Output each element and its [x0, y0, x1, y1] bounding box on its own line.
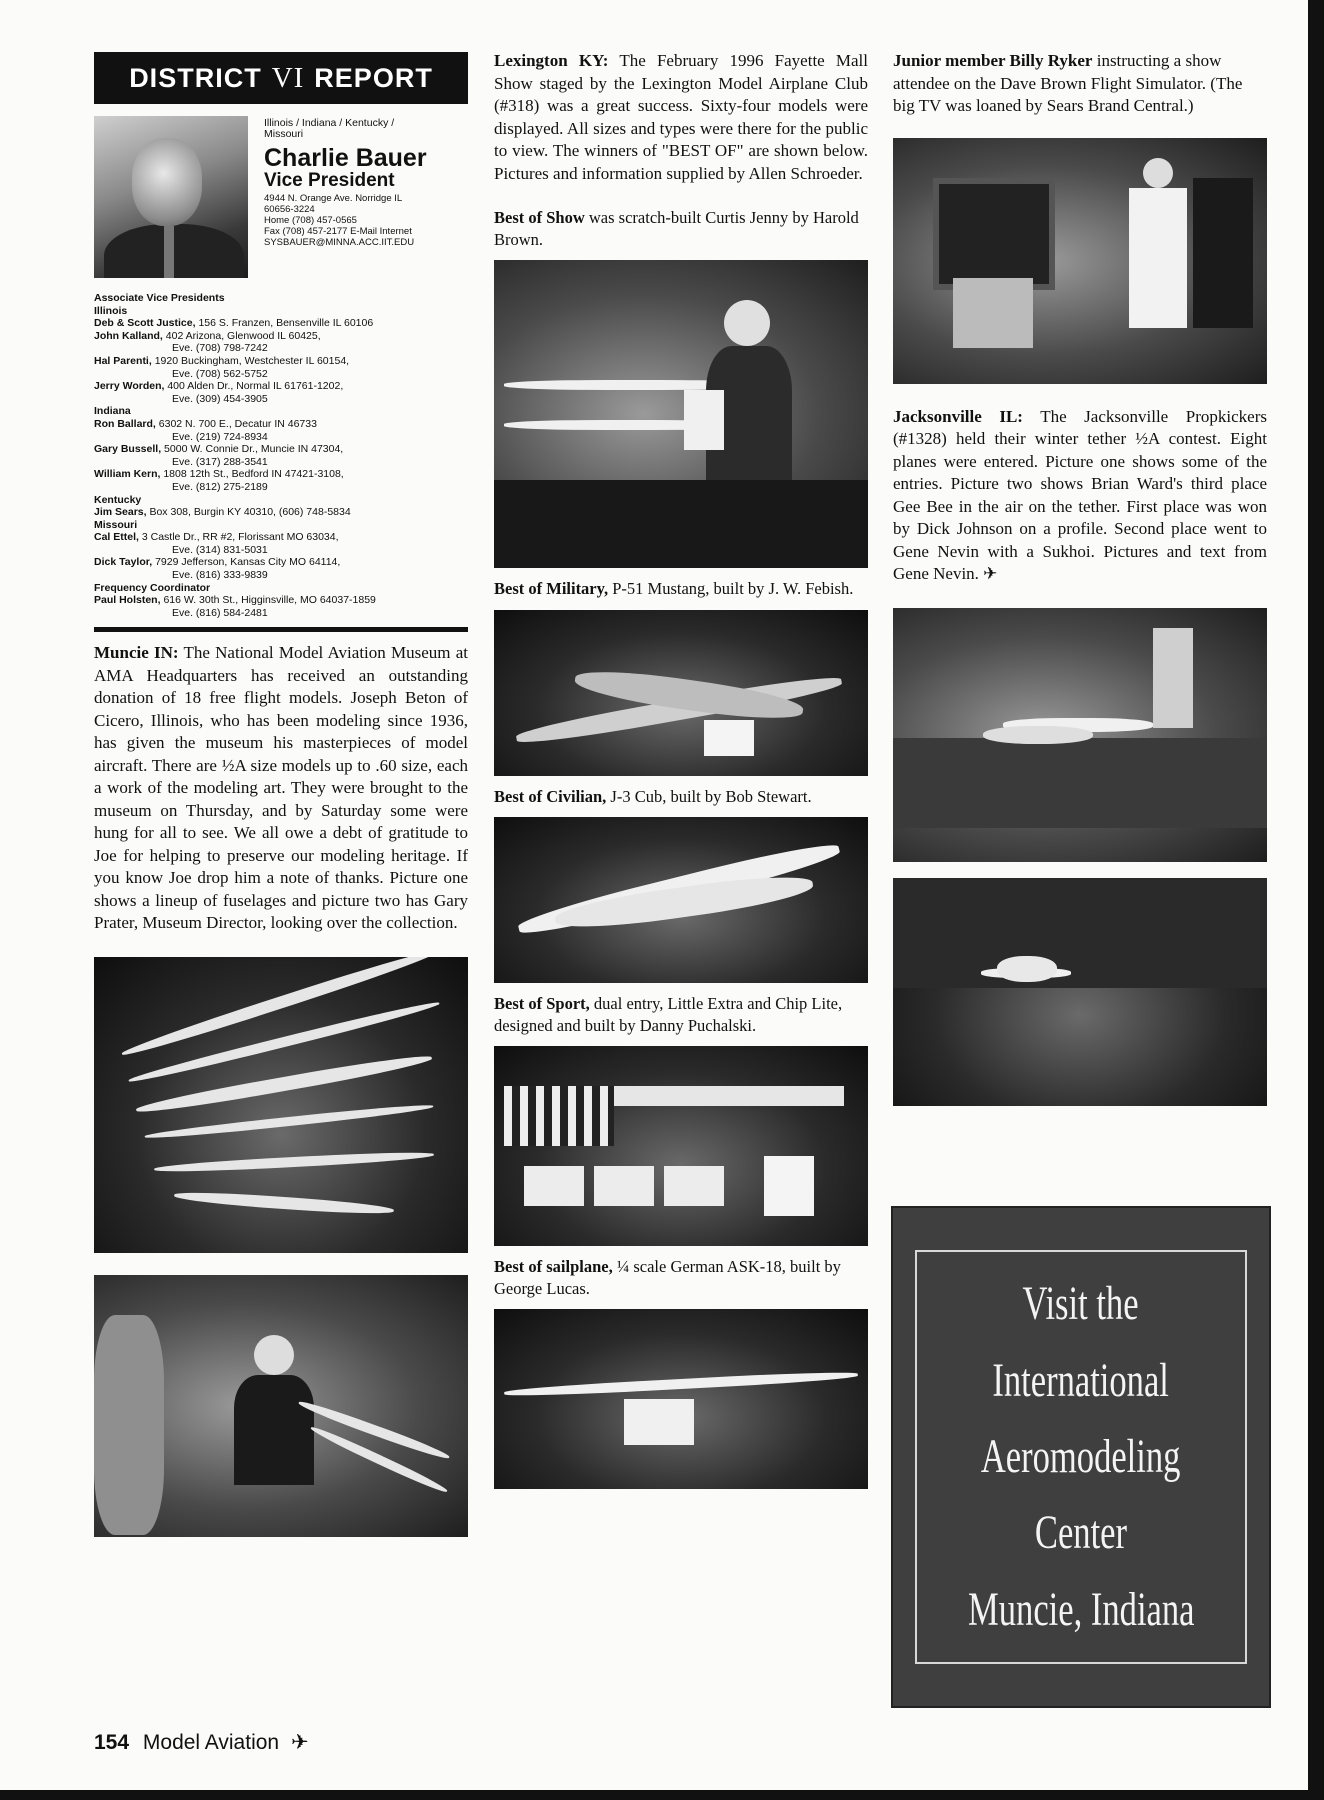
airplane-icon: ✈: [290, 1731, 309, 1754]
vice-president-title: Vice President: [264, 170, 395, 191]
roster-state: Illinois: [94, 304, 128, 317]
column-middle: [494, 50, 868, 1489]
roster-entry: Cal Ettel, 3 Castle Dr., RR #2, Florissant MO 63034,: [94, 531, 339, 544]
photo-tether-entries: [893, 608, 1267, 862]
caption-best-of-civilian: Best of Civilian, J-3 Cub, built by Bob Stewart.: [494, 786, 812, 806]
caption-best-of-show: Best of Show was scratch-built Curtis Jenny by Harold Brown.: [494, 208, 859, 249]
district-banner: [94, 52, 468, 104]
vice-president-name: Charlie Bauer: [264, 144, 427, 172]
caption-junior-member: Junior member Billy Ryker instructing a show attendee on the Dave Brown Flight Simulator. (The big TV was loaned by Sears Brand Central.): [893, 51, 1243, 115]
muncie-text: The National Model Aviation Museum at AMA Headquarters has received an outstanding donation of 18 free flight models. Joseph Beton of Cicero, Illinois, who has been modeling since 1936, has given the museum his masterpieces of model aircraft. There are ½A size models up to .60 size, each a work of the modeling art. They were brought to the museum on Thursday, and by Saturday some were hung for all to see. We all owe a debt of gratitude to Joe for helping to preserve our modeling heritage. If you know Joe drop him a note of thanks. Picture one shows a lineup of fuselages and picture two has Gary Prater, Museum Director, looking over the collection.: [94, 643, 468, 933]
ad-line: International: [992, 1353, 1170, 1407]
caption-best-of-sailplane: Best of sailplane, ¼ scale German ASK-18, built by George Lucas.: [494, 1257, 841, 1298]
roster-entry: Deb & Scott Justice, 156 S. Franzen, Bensenville IL 60106: [94, 317, 374, 330]
ad-line: Aeromodeling: [981, 1429, 1181, 1483]
photo-best-of-show: [494, 260, 868, 568]
vice-president-portrait: [94, 116, 248, 278]
caption-best-of-sport: Best of Sport, dual entry, Little Extra and Chip Lite, designed and built by Danny Puchalski.: [494, 994, 843, 1035]
ad-line: Muncie, Indiana: [967, 1582, 1195, 1636]
roster-entry: John Kalland, 402 Arizona, Glenwood IL 60425,: [94, 329, 321, 342]
roster-entry: Paul Holsten, 616 W. 30th St., Higginsville, MO 64037-1859: [94, 594, 376, 607]
roster-entry: Hal Parenti, 1920 Buckingham, Westchester IL 60154,: [94, 354, 350, 367]
roster-entry: Jim Sears, Box 308, Burgin KY 40310, (606) 748-5834: [94, 506, 351, 519]
photo-best-of-military: [494, 610, 868, 776]
photo-flight-simulator: [893, 138, 1267, 384]
officer-block: [94, 116, 468, 280]
advertisement-aeromodeling-center: [893, 1208, 1269, 1706]
ad-line: Center: [1034, 1506, 1128, 1560]
lexington-text: The February 1996 Fayette Mall Show staged by the Lexington Model Airplane Club (#318) was a great success. Sixty-four models were displayed. All sizes and types were there for the public to view. The winners of "BEST OF" are shown below. Pictures and information supplied by Allen Schroeder.: [494, 51, 868, 183]
roster-state: Indiana: [94, 405, 131, 418]
column-left: [94, 52, 468, 1537]
photo-best-of-sailplane: [494, 1309, 868, 1489]
ad-frame: [915, 1250, 1247, 1664]
photo-best-of-civilian: [494, 817, 868, 983]
roster-state: Kentucky: [94, 493, 142, 506]
jacksonville-article: [893, 406, 1267, 586]
banner-suffix: REPORT: [314, 62, 433, 93]
jacksonville-lead: Jacksonville IL:: [893, 406, 1023, 426]
photo-gee-bee-tether: [893, 878, 1267, 1106]
roster-entry: Ron Ballard, 6302 N. 700 E., Decatur IN 46733: [94, 417, 317, 430]
associate-vp-roster: Associate Vice Presidents Illinois Deb & Scott Justice, 156 S. Franzen, Bensenville IL 60106 John Kalland, 402 Arizona, Glenwood IL 60425, Eve. (708) 798-7242 Hal Parenti, 1920 Buckingham, Westchester IL 60154, Eve. (708) 562-5752 Jerry Worden, 400 Alden Dr., Normal IL 61761-1202, Eve. (309) 454-3905 Indiana Ron Ballard, 6302 N. 700 E., Decatur IN 46733 Eve. (219) 724-8934 Gary Bussell, 5000 W. Connie Dr., Muncie IN 47304, Eve. (317) 288-3541 William Kern, 1808 12th St., Bedford IN 47421-3108, Eve. (812) 275-2189 Kentucky Jim Sears, Box 308, Burgin KY 40310, (606) 748-5834 Missouri Cal Ettel, 3 Castle Dr., RR #2, Florissant MO 63034, Eve. (314) 831-5031 Dick Taylor, 7929 Jefferson, Kansas City MO 64114, Eve. (816) 333-9839 Frequency Coordinator Paul Holsten, 616 W. 30th St., Higginsville, MO 64037-1859 Eve. (816) 584-2481: [94, 292, 468, 619]
caption-best-of-military: Best of Military, P-51 Mustang, built by J. W. Febish.: [494, 579, 854, 598]
officer-info: [264, 118, 434, 248]
column-right: [893, 50, 1267, 1106]
photo-best-of-sport: [494, 1046, 868, 1246]
lexington-lead: Lexington KY:: [494, 51, 609, 70]
lexington-article: [494, 50, 868, 185]
magazine-name: Model Aviation: [142, 1731, 280, 1754]
roster-entry: William Kern, 1808 12th St., Bedford IN 47421-3108,: [94, 468, 344, 481]
roster-state: Missouri: [94, 518, 138, 531]
roster-heading: Associate Vice Presidents: [94, 292, 225, 304]
photo-fuselage-lineup: [94, 957, 468, 1253]
banner-roman: VI: [271, 61, 305, 94]
roster-state: Frequency Coordinator: [94, 581, 211, 594]
roster-entry: Gary Bussell, 5000 W. Connie Dr., Muncie IN 47304,: [94, 443, 344, 456]
muncie-lead: Muncie IN:: [94, 643, 179, 663]
page-footer: [94, 1730, 309, 1755]
muncie-article: [94, 642, 468, 935]
banner-prefix: DISTRICT: [129, 62, 262, 93]
page-number: 154: [94, 1731, 130, 1754]
ad-line: Visit the: [1022, 1277, 1139, 1331]
jacksonville-text: The Jacksonville Propkickers (#1328) held their winter tether ½A contest. Eight planes were entered. Picture one shows some of the entries. Picture two shows Brian Ward's third place Gee Bee in the air on the tether. First place was won by Dick Johnson on a profile. Second place went to Gene Nevin with a Sukhoi. Pictures and text from Gene Nevin.: [893, 406, 1267, 583]
roster-entry: Jerry Worden, 400 Alden Dr., Normal IL 61761-1202,: [94, 380, 344, 393]
roster-entry: Dick Taylor, 7929 Jefferson, Kansas City MO 64114,: [94, 556, 341, 569]
section-rule: [94, 627, 468, 632]
district-states: Illinois / Indiana / Kentucky / Missouri: [264, 117, 395, 140]
officer-address: 4944 N. Orange Ave. Norridge IL 60656-3224 Home (708) 457-0565 Fax (708) 457-2177 E-Mail Internet SYSBAUER@MINNA.ACC.IIT.EDU: [264, 193, 415, 248]
photo-museum-director: [94, 1275, 468, 1537]
end-mark-icon: ✈: [983, 564, 998, 583]
